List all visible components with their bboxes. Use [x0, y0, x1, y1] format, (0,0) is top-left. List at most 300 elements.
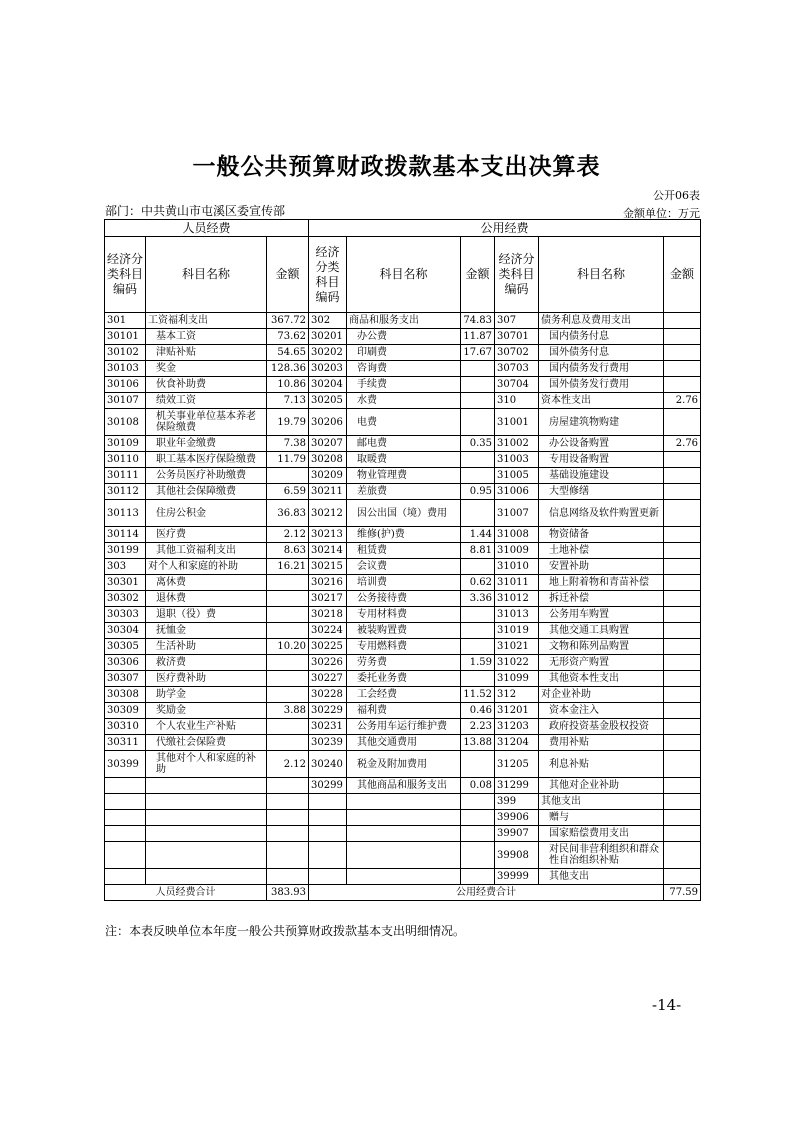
cell-amount: 3.36	[461, 591, 495, 607]
cell-name: 大型修缮	[539, 484, 664, 500]
cell-name: 个人农业生产补贴	[146, 719, 267, 735]
cell-code: 31205	[495, 751, 539, 778]
cell-name: 租赁费	[347, 543, 461, 559]
cell-name: 其他资本性支出	[539, 671, 664, 687]
table-row	[105, 436, 701, 452]
cell-name: 物资储备	[539, 527, 664, 543]
cell-code: 30703	[495, 361, 539, 377]
cell-amount	[664, 329, 701, 345]
cell-code: 30213	[309, 527, 347, 543]
cell-name	[146, 826, 267, 842]
cell-name: 其他交通费用	[347, 735, 461, 751]
cell-name: 退职（役）费	[146, 607, 267, 623]
cell-name: 债务利息及费用支出	[539, 313, 664, 329]
cell-name: 对个人和家庭的补助	[146, 559, 267, 575]
cell-amount: 2.23	[461, 719, 495, 735]
cell-name: 其他支出	[539, 869, 664, 885]
cell-name	[146, 778, 267, 794]
name-header: 科目名称	[347, 237, 461, 313]
cell-code: 30204	[309, 377, 347, 393]
department-label: 部门：中共黄山市屯溪区委宣传部	[105, 204, 286, 218]
table-row	[105, 452, 701, 468]
cell-name: 维修(护)费	[347, 527, 461, 543]
cell-code: 31003	[495, 452, 539, 468]
cell-code: 31203	[495, 719, 539, 735]
cell-amount	[267, 719, 309, 735]
cell-code: 31299	[495, 778, 539, 794]
cell-name: 邮电费	[347, 436, 461, 452]
cell-code: 30212	[309, 500, 347, 527]
cell-amount: 8.63	[267, 543, 309, 559]
cell-code: 30227	[309, 671, 347, 687]
cell-amount	[664, 842, 701, 869]
cell-name: 其他对企业补助	[539, 778, 664, 794]
cell-code: 30301	[105, 575, 146, 591]
personnel-total-label: 人员经费合计	[105, 885, 267, 901]
cell-code: 31204	[495, 735, 539, 751]
cell-name	[347, 794, 461, 810]
cell-amount	[664, 639, 701, 655]
cell-amount	[461, 826, 495, 842]
table-row	[105, 575, 701, 591]
cell-amount	[267, 794, 309, 810]
cell-code: 30304	[105, 623, 146, 639]
cell-name: 奖金	[146, 361, 267, 377]
cell-amount: 13.88	[461, 735, 495, 751]
cell-name	[347, 810, 461, 826]
cell-amount	[664, 575, 701, 591]
table-row	[105, 719, 701, 735]
cell-code: 30111	[105, 468, 146, 484]
cell-name: 医疗费补助	[146, 671, 267, 687]
cell-code: 31009	[495, 543, 539, 559]
cell-code: 39908	[495, 842, 539, 869]
cell-name: 其他交通工具购置	[539, 623, 664, 639]
cell-amount	[461, 393, 495, 409]
cell-code: 39906	[495, 810, 539, 826]
cell-amount	[664, 377, 701, 393]
cell-name: 国外债务付息	[539, 345, 664, 361]
cell-code: 30307	[105, 671, 146, 687]
code-header: 经济分类科目编码	[105, 237, 146, 313]
cell-code: 39999	[495, 869, 539, 885]
cell-name: 国内债务付息	[539, 329, 664, 345]
cell-name	[347, 826, 461, 842]
cell-amount	[267, 468, 309, 484]
cell-name: 公务员医疗补助缴费	[146, 468, 267, 484]
cell-amount	[267, 869, 309, 885]
public-total-label: 公用经费合计	[309, 885, 664, 901]
cell-name: 因公出国（境）费用	[347, 500, 461, 527]
cell-name: 公务用车运行维护费	[347, 719, 461, 735]
cell-name: 水费	[347, 393, 461, 409]
cell-code: 30224	[309, 623, 347, 639]
cell-code: 30302	[105, 591, 146, 607]
cell-code: 302	[309, 313, 347, 329]
cell-name: 绩效工资	[146, 393, 267, 409]
cell-name: 专用材料费	[347, 607, 461, 623]
cell-code: 30203	[309, 361, 347, 377]
cell-name: 电费	[347, 409, 461, 436]
table-row	[105, 735, 701, 751]
cell-name: 国内债务发行费用	[539, 361, 664, 377]
cell-code: 30215	[309, 559, 347, 575]
cell-amount	[664, 345, 701, 361]
cell-name: 其他支出	[539, 794, 664, 810]
cell-amount	[267, 671, 309, 687]
cell-code: 30199	[105, 543, 146, 559]
cell-amount: 0.46	[461, 703, 495, 719]
cell-code: 39907	[495, 826, 539, 842]
cell-code: 30112	[105, 484, 146, 500]
cell-name: 手续费	[347, 377, 461, 393]
footnote: 注：本表反映单位本年度一般公共预算财政拨款基本支出明细情况。	[105, 924, 466, 938]
cell-name: 公务用车购置	[539, 607, 664, 623]
cell-code	[309, 869, 347, 885]
cell-amount: 8.81	[461, 543, 495, 559]
cell-amount	[664, 869, 701, 885]
cell-amount	[267, 575, 309, 591]
cell-amount: 0.35	[461, 436, 495, 452]
cell-name: 公务接待费	[347, 591, 461, 607]
cell-amount	[664, 500, 701, 527]
cell-amount	[461, 452, 495, 468]
cell-code: 312	[495, 687, 539, 703]
cell-amount	[461, 842, 495, 869]
cell-name: 无形资产购置	[539, 655, 664, 671]
table-row	[105, 842, 701, 869]
cell-name: 商品和服务支出	[347, 313, 461, 329]
cell-code: 31201	[495, 703, 539, 719]
cell-amount	[461, 607, 495, 623]
cell-amount: 2.76	[664, 436, 701, 452]
cell-amount: 128.36	[267, 361, 309, 377]
public-total-amount: 77.59	[664, 885, 701, 901]
cell-code: 30231	[309, 719, 347, 735]
cell-code: 30109	[105, 436, 146, 452]
cell-code: 30305	[105, 639, 146, 655]
cell-name: 对民间非营利组织和群众性自治组织补贴	[539, 842, 664, 869]
cell-code: 31002	[495, 436, 539, 452]
cell-amount	[461, 623, 495, 639]
cell-code: 310	[495, 393, 539, 409]
cell-name: 赠与	[539, 810, 664, 826]
table-row	[105, 778, 701, 794]
cell-code	[309, 842, 347, 869]
cell-code: 31006	[495, 484, 539, 500]
cell-amount	[267, 687, 309, 703]
cell-code	[309, 794, 347, 810]
cell-name: 地上附着物和青苗补偿	[539, 575, 664, 591]
cell-amount: 11.79	[267, 452, 309, 468]
cell-code: 30228	[309, 687, 347, 703]
cell-code: 307	[495, 313, 539, 329]
cell-code: 30306	[105, 655, 146, 671]
cell-name: 救济费	[146, 655, 267, 671]
code-header: 经济分类科目编码	[495, 237, 539, 313]
table-row	[105, 329, 701, 345]
cell-name: 专用燃料费	[347, 639, 461, 655]
cell-amount: 73.62	[267, 329, 309, 345]
cell-amount: 11.52	[461, 687, 495, 703]
cell-amount	[664, 810, 701, 826]
cell-name: 奖励金	[146, 703, 267, 719]
cell-code	[105, 778, 146, 794]
cell-amount	[267, 810, 309, 826]
cell-name: 基础设施建设	[539, 468, 664, 484]
cell-amount: 17.67	[461, 345, 495, 361]
cell-amount: 2.12	[267, 527, 309, 543]
cell-name: 基本工资	[146, 329, 267, 345]
cell-name: 其他社会保障缴费	[146, 484, 267, 500]
cell-name: 工资福利支出	[146, 313, 267, 329]
cell-name: 代缴社会保险费	[146, 735, 267, 751]
table-row	[105, 655, 701, 671]
cell-name: 信息网络及软件购置更新	[539, 500, 664, 527]
cell-amount	[267, 655, 309, 671]
cell-code: 31019	[495, 623, 539, 639]
cell-code: 30310	[105, 719, 146, 735]
cell-amount	[664, 559, 701, 575]
cell-name	[146, 842, 267, 869]
cell-amount: 0.62	[461, 575, 495, 591]
cell-amount	[664, 751, 701, 778]
cell-code: 30704	[495, 377, 539, 393]
cell-amount: 2.76	[664, 393, 701, 409]
expenditure-table	[104, 219, 701, 901]
cell-amount	[664, 719, 701, 735]
cell-code	[309, 810, 347, 826]
cell-code: 31005	[495, 468, 539, 484]
cell-amount	[267, 735, 309, 751]
cell-amount: 0.95	[461, 484, 495, 500]
cell-amount	[461, 794, 495, 810]
cell-name: 抚恤金	[146, 623, 267, 639]
cell-code: 30201	[309, 329, 347, 345]
cell-name: 差旅费	[347, 484, 461, 500]
cell-name: 助学金	[146, 687, 267, 703]
cell-amount	[267, 778, 309, 794]
cell-code: 30225	[309, 639, 347, 655]
table-row	[105, 527, 701, 543]
public-header: 公用经费	[309, 220, 701, 237]
cell-code: 30303	[105, 607, 146, 623]
cell-code: 31099	[495, 671, 539, 687]
cell-code: 30114	[105, 527, 146, 543]
cell-amount	[267, 842, 309, 869]
cell-code: 30240	[309, 751, 347, 778]
cell-amount	[267, 826, 309, 842]
cell-name: 对企业补助	[539, 687, 664, 703]
cell-code: 30208	[309, 452, 347, 468]
table-row	[105, 543, 701, 559]
cell-amount	[664, 409, 701, 436]
cell-name	[347, 842, 461, 869]
cell-code: 30103	[105, 361, 146, 377]
cell-amount	[664, 794, 701, 810]
cell-code: 31001	[495, 409, 539, 436]
cell-amount: 7.38	[267, 436, 309, 452]
cell-name: 其他工资福利支出	[146, 543, 267, 559]
cell-name: 医疗费	[146, 527, 267, 543]
name-header: 科目名称	[146, 237, 267, 313]
cell-name: 国外债务发行费用	[539, 377, 664, 393]
table-row	[105, 671, 701, 687]
personnel-header: 人员经费	[105, 220, 309, 237]
cell-name: 其他商品和服务支出	[347, 778, 461, 794]
cell-amount: 367.72	[267, 313, 309, 329]
cell-name: 职工基本医疗保险缴费	[146, 452, 267, 468]
cell-code: 30102	[105, 345, 146, 361]
cell-name: 资本金注入	[539, 703, 664, 719]
cell-code: 301	[105, 313, 146, 329]
cell-code	[105, 794, 146, 810]
table-row	[105, 826, 701, 842]
cell-amount	[664, 607, 701, 623]
cell-code: 31008	[495, 527, 539, 543]
cell-code	[309, 826, 347, 842]
cell-code: 30205	[309, 393, 347, 409]
cell-amount: 2.12	[267, 751, 309, 778]
cell-code	[105, 869, 146, 885]
cell-code: 30107	[105, 393, 146, 409]
cell-amount	[461, 500, 495, 527]
cell-amount: 7.13	[267, 393, 309, 409]
table-code: 公开06表	[653, 189, 700, 202]
cell-amount: 54.65	[267, 345, 309, 361]
cell-code	[105, 826, 146, 842]
cell-amount	[664, 655, 701, 671]
cell-amount	[664, 591, 701, 607]
table-row	[105, 869, 701, 885]
table-row	[105, 751, 701, 778]
name-header: 科目名称	[539, 237, 664, 313]
cell-code: 31011	[495, 575, 539, 591]
cell-amount	[664, 623, 701, 639]
cell-name: 国家赔偿费用支出	[539, 826, 664, 842]
cell-amount	[664, 527, 701, 543]
cell-name: 税金及附加费用	[347, 751, 461, 778]
cell-amount	[267, 607, 309, 623]
cell-code: 30309	[105, 703, 146, 719]
cell-code: 31022	[495, 655, 539, 671]
table-row	[105, 345, 701, 361]
amount-header: 金额	[461, 237, 495, 313]
table-row	[105, 361, 701, 377]
cell-name: 利息补贴	[539, 751, 664, 778]
cell-amount	[664, 543, 701, 559]
cell-name: 取暖费	[347, 452, 461, 468]
cell-name: 机关事业单位基本养老保险缴费	[146, 409, 267, 436]
cell-name: 伙食补助费	[146, 377, 267, 393]
cell-name: 印刷费	[347, 345, 461, 361]
cell-amount	[267, 591, 309, 607]
cell-amount: 10.86	[267, 377, 309, 393]
cell-name: 住房公积金	[146, 500, 267, 527]
page-number: -14-	[652, 996, 682, 1014]
cell-amount: 6.59	[267, 484, 309, 500]
cell-amount	[461, 468, 495, 484]
cell-name: 政府投资基金股权投资	[539, 719, 664, 735]
cell-amount	[664, 484, 701, 500]
cell-amount	[664, 313, 701, 329]
cell-amount: 10.20	[267, 639, 309, 655]
cell-name: 职业年金缴费	[146, 436, 267, 452]
cell-amount	[461, 361, 495, 377]
cell-code: 31010	[495, 559, 539, 575]
cell-amount: 1.59	[461, 655, 495, 671]
cell-code	[105, 842, 146, 869]
cell-amount	[664, 687, 701, 703]
cell-code: 30108	[105, 409, 146, 436]
cell-amount: 74.83	[461, 313, 495, 329]
table-row	[105, 687, 701, 703]
table-row	[105, 810, 701, 826]
cell-code: 30209	[309, 468, 347, 484]
cell-amount: 1.44	[461, 527, 495, 543]
cell-code: 30216	[309, 575, 347, 591]
cell-name: 物业管理费	[347, 468, 461, 484]
table-row	[105, 623, 701, 639]
cell-code: 31007	[495, 500, 539, 527]
table-row	[105, 377, 701, 393]
cell-amount	[664, 735, 701, 751]
cell-amount	[267, 623, 309, 639]
cell-amount: 19.79	[267, 409, 309, 436]
cell-code: 30207	[309, 436, 347, 452]
cell-code: 30218	[309, 607, 347, 623]
cell-name: 拆迁补偿	[539, 591, 664, 607]
table-row	[105, 500, 701, 527]
table-row	[105, 393, 701, 409]
cell-amount	[461, 559, 495, 575]
cell-name: 咨询费	[347, 361, 461, 377]
cell-amount: 3.88	[267, 703, 309, 719]
cell-name: 工会经费	[347, 687, 461, 703]
cell-name: 津贴补贴	[146, 345, 267, 361]
table-row	[105, 468, 701, 484]
cell-code: 31012	[495, 591, 539, 607]
cell-amount	[664, 778, 701, 794]
page-title: 一般公共预算财政拨款基本支出决算表	[192, 153, 601, 180]
cell-name: 生活补助	[146, 639, 267, 655]
cell-amount	[461, 409, 495, 436]
cell-name: 费用补贴	[539, 735, 664, 751]
cell-code: 30214	[309, 543, 347, 559]
cell-amount: 16.21	[267, 559, 309, 575]
cell-name: 安置补助	[539, 559, 664, 575]
table-row	[105, 607, 701, 623]
cell-name: 房屋建筑物购建	[539, 409, 664, 436]
amount-header: 金额	[267, 237, 309, 313]
cell-code: 30229	[309, 703, 347, 719]
cell-name: 福利费	[347, 703, 461, 719]
cell-amount	[664, 468, 701, 484]
cell-name: 培训费	[347, 575, 461, 591]
cell-name: 土地补偿	[539, 543, 664, 559]
cell-code: 30206	[309, 409, 347, 436]
cell-name	[146, 794, 267, 810]
cell-name: 办公设备购置	[539, 436, 664, 452]
cell-code: 30299	[309, 778, 347, 794]
table-row	[105, 409, 701, 436]
unit-label: 金额单位：万元	[623, 207, 700, 220]
cell-code: 30308	[105, 687, 146, 703]
cell-code: 30113	[105, 500, 146, 527]
cell-name: 被装购置费	[347, 623, 461, 639]
personnel-total-amount: 383.93	[267, 885, 309, 901]
cell-amount: 36.83	[267, 500, 309, 527]
